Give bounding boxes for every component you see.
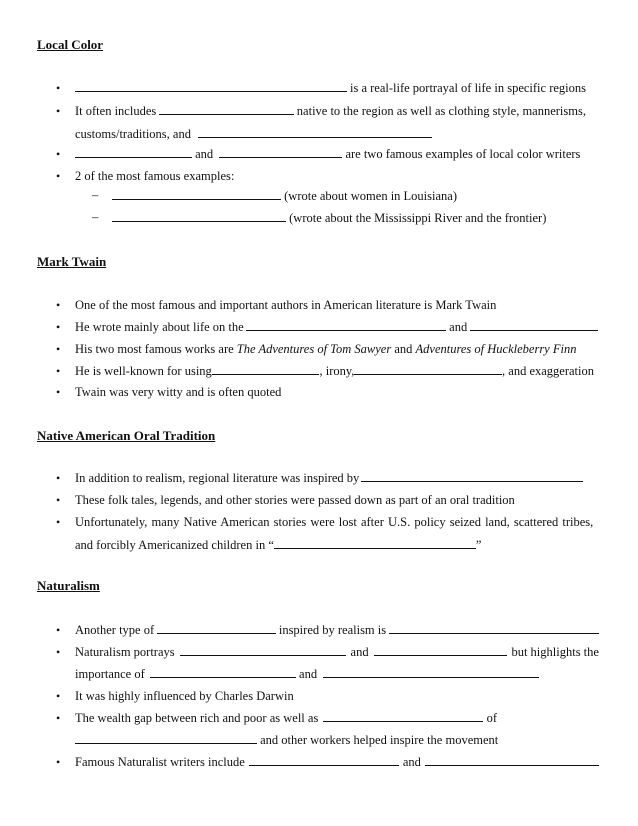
- list-item: Unfortunately, many Native American stories were lost after U.S. policy seized land, scattered tribes,: [75, 515, 594, 529]
- bullet-icon: •: [56, 471, 61, 485]
- bullet-icon: •: [56, 364, 61, 378]
- section-heading-mark-twain: Mark Twain: [37, 254, 107, 269]
- list-item: Naturalism portrays and but highlights the: [75, 645, 599, 659]
- bullet-icon: •: [56, 320, 61, 334]
- list-item: It often includes native to the region as well as clothing style, mannerisms,: [75, 104, 586, 118]
- bullet-icon: •: [56, 689, 61, 703]
- sub-list-item: (wrote about the Mississippi River and the frontier): [112, 210, 546, 226]
- blank-line[interactable]: [246, 319, 446, 331]
- dash-icon: –: [92, 210, 99, 224]
- blank-line[interactable]: [374, 644, 507, 656]
- section-heading-naturalism: Naturalism: [37, 578, 100, 593]
- bullet-icon: •: [56, 147, 61, 161]
- bullet-icon: •: [56, 645, 61, 659]
- bullet-icon: •: [56, 104, 61, 118]
- blank-line[interactable]: [470, 319, 598, 331]
- blank-line[interactable]: [112, 210, 286, 222]
- blank-line[interactable]: [75, 80, 347, 92]
- list-item-continuation: customs/traditions, and: [75, 126, 432, 142]
- list-item: Twain was very witty and is often quoted: [75, 385, 282, 399]
- list-item: It was highly influenced by Charles Darwin: [75, 689, 294, 703]
- blank-line[interactable]: [249, 754, 399, 766]
- dash-icon: –: [92, 188, 99, 202]
- blank-line[interactable]: [389, 622, 599, 634]
- list-item: In addition to realism, regional literature was inspired by: [75, 470, 583, 486]
- section-heading-local-color: Local Color: [37, 37, 104, 52]
- blank-line[interactable]: [274, 537, 476, 549]
- list-item: He wrote mainly about life on the and: [75, 319, 598, 335]
- bullet-icon: •: [56, 298, 61, 312]
- blank-line[interactable]: [75, 732, 257, 744]
- list-item: These folk tales, legends, and other stories were passed down as part of an oral tradition: [75, 493, 515, 507]
- list-item-continuation: and forcibly Americanized children in “ ”: [75, 538, 482, 552]
- list-item-continuation: and other workers helped inspire the movement: [75, 732, 498, 748]
- blank-line[interactable]: [180, 644, 346, 656]
- blank-line[interactable]: [354, 363, 502, 375]
- blank-line[interactable]: [75, 146, 192, 158]
- list-item-continuation: importance of and: [75, 666, 539, 682]
- list-item: and are two famous examples of local color writers: [75, 146, 580, 162]
- blank-line[interactable]: [425, 754, 599, 766]
- bullet-icon: •: [56, 755, 61, 769]
- sub-list-item: (wrote about women in Louisiana): [112, 188, 457, 204]
- list-item: Another type of inspired by realism is: [75, 622, 599, 638]
- blank-line[interactable]: [150, 666, 296, 678]
- bullet-icon: •: [56, 493, 61, 507]
- list-item: The wealth gap between rich and poor as well as of: [75, 711, 497, 725]
- bullet-icon: •: [56, 711, 61, 725]
- blank-line[interactable]: [112, 188, 281, 200]
- blank-line[interactable]: [219, 146, 342, 158]
- blank-line[interactable]: [212, 363, 320, 375]
- blank-line[interactable]: [159, 103, 294, 115]
- list-item: His two most famous works are The Adventures of Tom Sawyer and Adventures of Huckleberry Finn: [75, 342, 577, 356]
- bullet-icon: •: [56, 385, 61, 399]
- list-item: Famous Naturalist writers include and: [75, 754, 599, 770]
- section-heading-native-american-oral-tradition: Native American Oral Tradition: [37, 428, 216, 443]
- bullet-icon: •: [56, 623, 61, 637]
- bullet-icon: •: [56, 342, 61, 356]
- blank-line[interactable]: [157, 622, 276, 634]
- blank-line[interactable]: [361, 470, 583, 482]
- list-item: 2 of the most famous examples:: [75, 169, 235, 183]
- blank-line[interactable]: [323, 710, 483, 722]
- list-item: One of the most famous and important authors in American literature is Mark Twain: [75, 298, 497, 312]
- bullet-icon: •: [56, 169, 61, 183]
- list-item: He is well-known for using , irony, , and exaggeration: [75, 364, 594, 378]
- blank-line[interactable]: [198, 126, 432, 138]
- bullet-icon: •: [56, 515, 61, 529]
- bullet-icon: •: [56, 81, 61, 95]
- list-item: is a real-life portrayal of life in specific regions: [75, 80, 586, 96]
- blank-line[interactable]: [323, 666, 539, 678]
